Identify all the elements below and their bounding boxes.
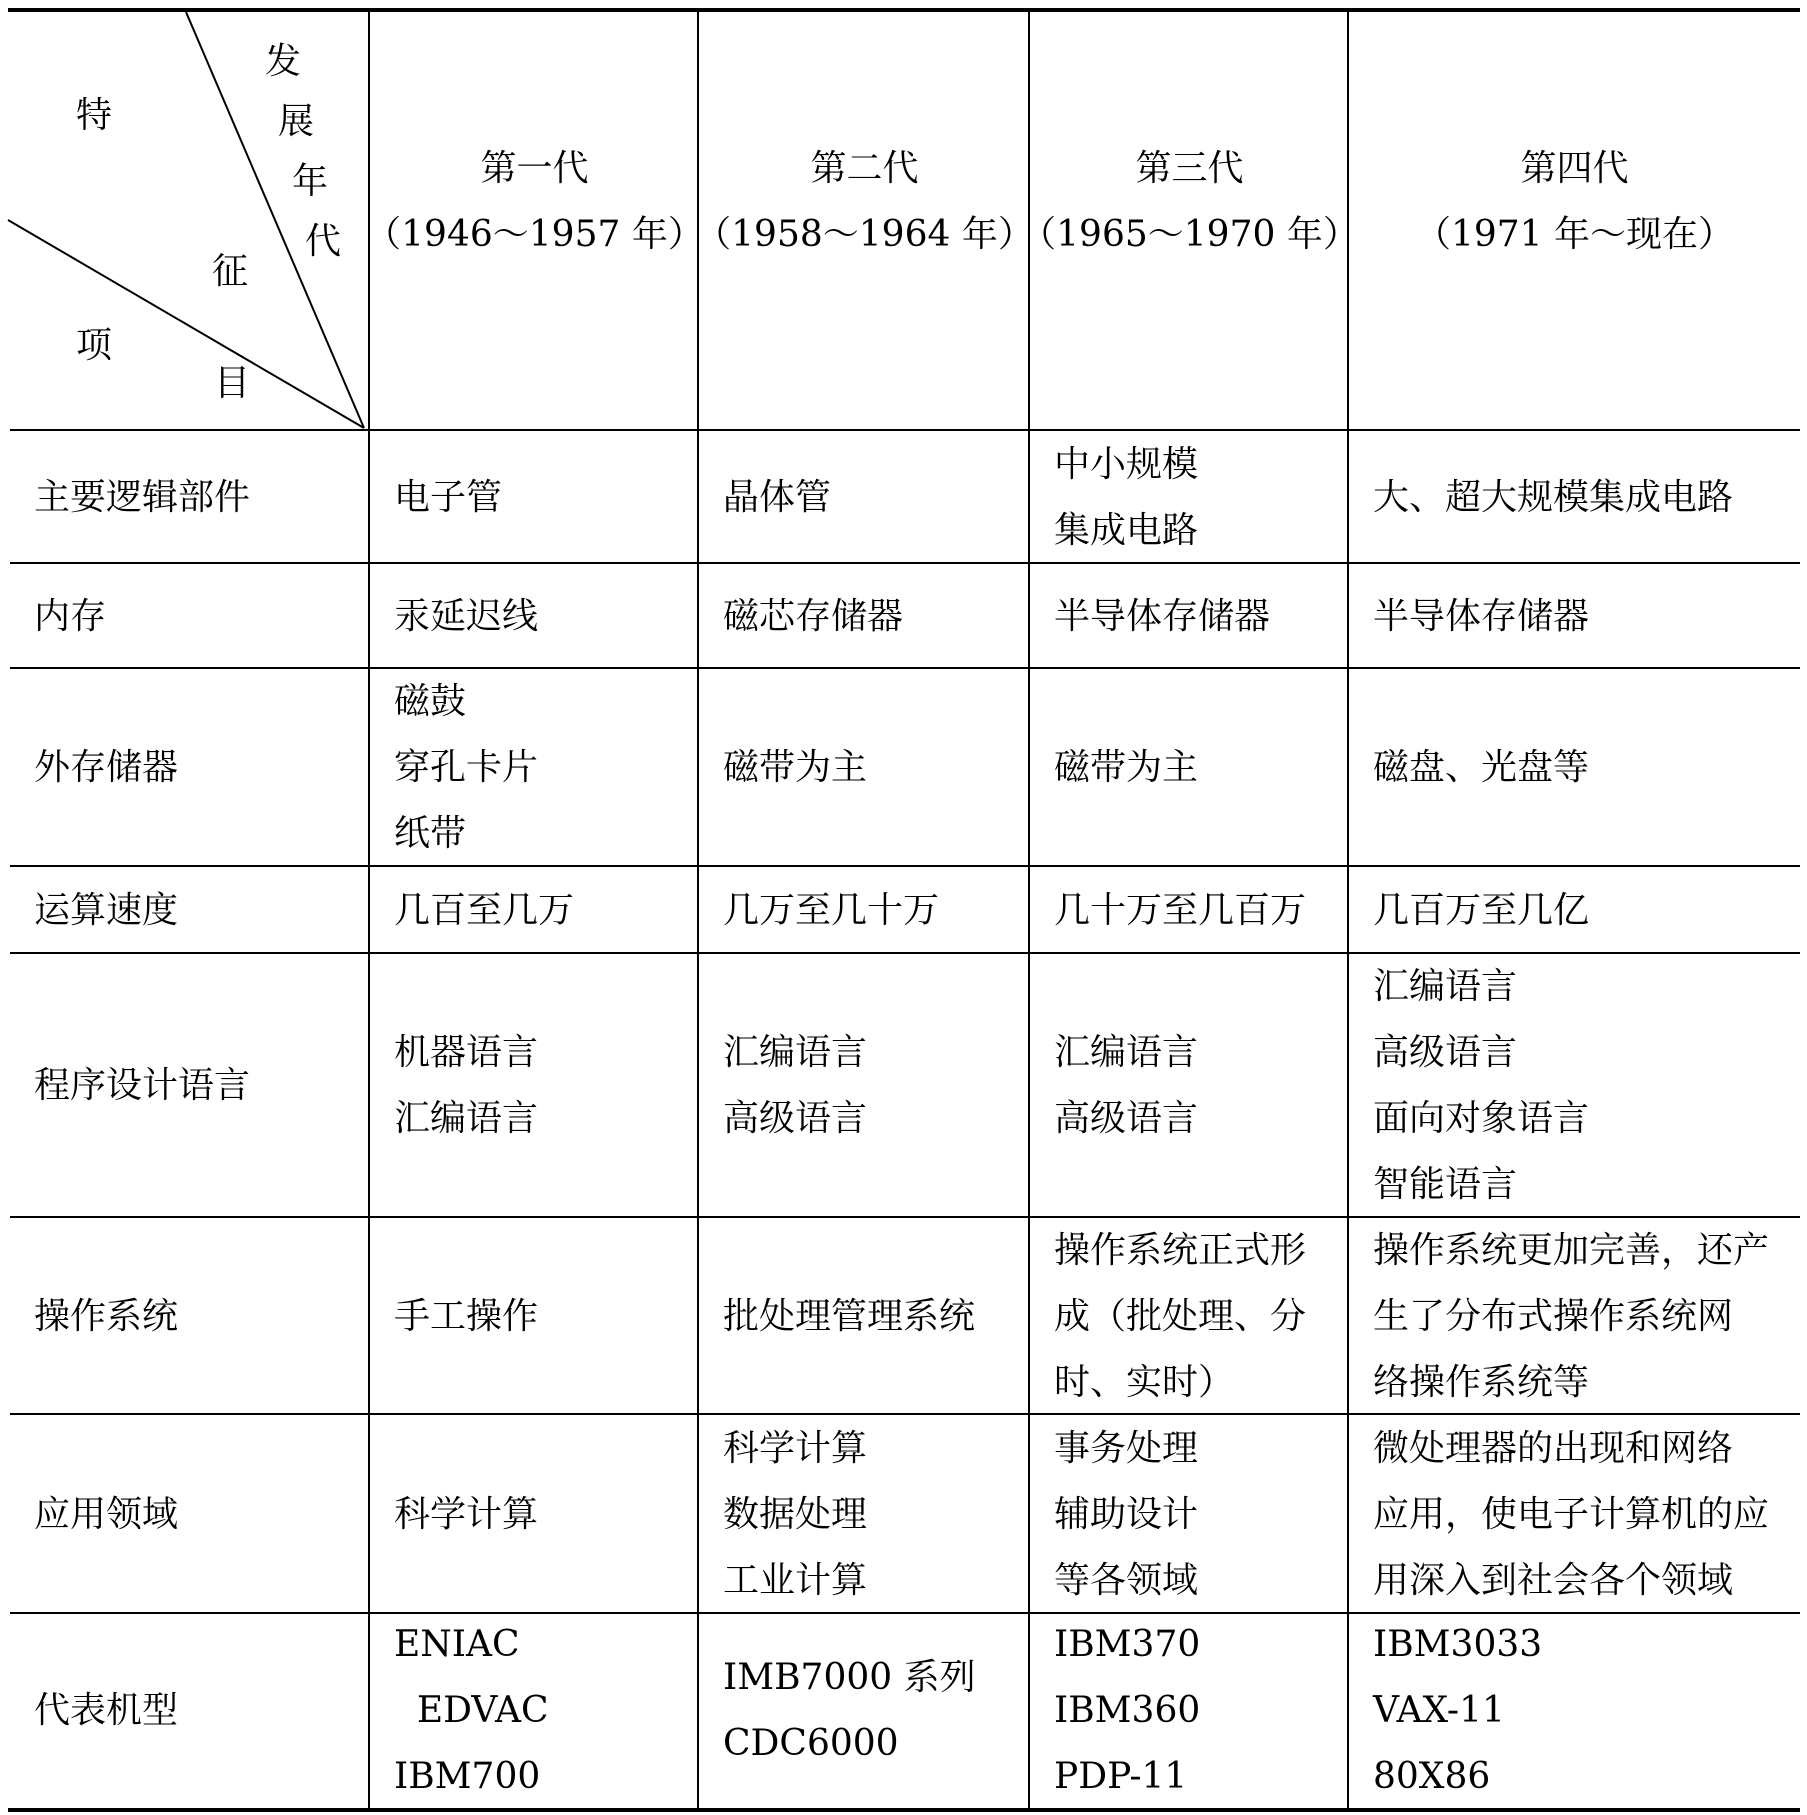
cell-text-line: 事务处理 xyxy=(1054,1427,1199,1469)
cell-text-line: 磁盘、光盘等 xyxy=(1373,747,1590,788)
cell-text-line: 工业计算 xyxy=(723,1559,868,1601)
table-cell xyxy=(1030,954,1349,1218)
table-cell xyxy=(1349,564,1800,669)
cell-text-line: 内存 xyxy=(34,595,107,637)
cell-text-line: 等各领域 xyxy=(1054,1559,1199,1601)
diagonal-header-lines xyxy=(0,0,370,432)
table-cell xyxy=(699,1614,1030,1808)
cell-text-line: 科学计算 xyxy=(723,1427,868,1469)
cell-text-line: 几万至几十万 xyxy=(723,889,940,931)
cell-text-line: 批处理管理系统 xyxy=(723,1295,976,1337)
cell-text-line: 磁带为主 xyxy=(1054,747,1199,788)
cell-text-line: 半导体存储器 xyxy=(1054,595,1271,637)
table-cell xyxy=(370,669,699,867)
table-cell xyxy=(370,1614,699,1808)
cell-text-line: 机器语言 xyxy=(394,1032,539,1073)
cell-text-line: 络操作系统等 xyxy=(1373,1361,1590,1403)
cell-text-line: IBM700 xyxy=(394,1756,541,1797)
table-cell xyxy=(699,669,1030,867)
cell-text-line: 代表机型 xyxy=(34,1690,179,1731)
cell-text-line: 大、超大规模集成电路 xyxy=(1373,476,1734,518)
cell-text-line: 辅助设计 xyxy=(1054,1493,1199,1535)
corner-label-development: 代 xyxy=(305,221,342,262)
cell-text-line: 高级语言 xyxy=(1054,1098,1199,1139)
generation-name: 第三代 xyxy=(1135,147,1244,189)
cell-text-line: 时、实时） xyxy=(1054,1361,1235,1403)
table-cell xyxy=(1030,564,1349,669)
cell-text-line: 汞延迟线 xyxy=(394,595,539,637)
cell-text-line: 高级语言 xyxy=(723,1098,868,1139)
generation-years: （1965～1970 年） xyxy=(1020,213,1359,255)
corner-label-development: 发 xyxy=(265,41,302,82)
cell-text-line: 用深入到社会各个领域 xyxy=(1373,1559,1734,1601)
cell-text-line: CDC6000 xyxy=(723,1723,899,1764)
table-cell xyxy=(699,1415,1030,1614)
cell-text-line: IMB7000 系列 xyxy=(723,1657,976,1698)
table-cell xyxy=(1030,431,1349,564)
cell-text-line: 集成电路 xyxy=(1054,509,1199,551)
corner-label-item: 项 xyxy=(76,325,113,366)
row-label xyxy=(10,1614,370,1808)
row-label xyxy=(10,431,370,564)
table-cell xyxy=(370,1415,699,1614)
row-label xyxy=(10,867,370,954)
row-label xyxy=(10,564,370,669)
cell-text-line: 操作系统 xyxy=(34,1295,179,1337)
cell-text-line: 80X86 xyxy=(1373,1756,1491,1797)
table-cell xyxy=(1349,669,1800,867)
cell-text-line: 穿孔卡片 xyxy=(394,747,539,788)
cell-text-line: 几百至几万 xyxy=(394,889,575,931)
table-cell xyxy=(370,431,699,564)
table-cell xyxy=(1030,1614,1349,1808)
cell-text-line: 应用，使电子计算机的应 xyxy=(1373,1493,1770,1535)
cell-text-line: EDVAC xyxy=(394,1690,549,1731)
table-cell xyxy=(1349,954,1800,1218)
cell-text-line: 成（批处理、分 xyxy=(1054,1295,1307,1337)
table-cell xyxy=(370,564,699,669)
cell-text-line: 操作系统更加完善，还产 xyxy=(1373,1229,1770,1271)
corner-label-feature: 征 xyxy=(212,251,249,292)
cell-text-line: 程序设计语言 xyxy=(34,1065,251,1106)
generation-header xyxy=(365,12,704,391)
cell-text-line: IBM3033 xyxy=(1373,1624,1543,1665)
generation-name: 第一代 xyxy=(480,147,589,189)
cell-text-line: 几百万至几亿 xyxy=(1373,889,1590,931)
table-cell xyxy=(1349,431,1800,564)
cell-text-line: 晶体管 xyxy=(723,476,832,518)
corner-label-feature: 特 xyxy=(76,95,113,136)
cell-text-line: 数据处理 xyxy=(723,1493,868,1535)
corner-label-item: 目 xyxy=(214,363,251,404)
table-cell xyxy=(1030,1415,1349,1614)
generation-header xyxy=(1349,12,1800,391)
table-cell xyxy=(1030,669,1349,867)
table-cell xyxy=(1349,1614,1800,1808)
cell-text-line: 微处理器的出现和网络 xyxy=(1373,1427,1734,1469)
table-cell xyxy=(699,867,1030,954)
row-label xyxy=(10,669,370,867)
cell-text-line: 几十万至几百万 xyxy=(1054,889,1307,931)
cell-text-line: 纸带 xyxy=(394,813,467,854)
row-label xyxy=(10,954,370,1218)
cell-text-line: 汇编语言 xyxy=(1373,966,1518,1007)
cell-text-line: IBM360 xyxy=(1054,1690,1201,1731)
cell-text-line: 科学计算 xyxy=(394,1493,539,1535)
cell-text-line: IBM370 xyxy=(1054,1624,1201,1665)
cell-text-line: 高级语言 xyxy=(1373,1032,1518,1073)
table-cell xyxy=(1030,1218,1349,1415)
cell-text-line: 汇编语言 xyxy=(394,1098,539,1139)
cell-text-line: 中小规模 xyxy=(1054,443,1199,485)
cell-text-line: 外存储器 xyxy=(34,747,179,788)
table-cell xyxy=(699,564,1030,669)
generation-years: （1946～1957 年） xyxy=(365,213,704,255)
cell-text-line: 操作系统正式形 xyxy=(1054,1229,1307,1271)
table-cell xyxy=(370,954,699,1218)
table-cell xyxy=(1349,1415,1800,1614)
cell-text-line: 电子管 xyxy=(394,476,503,518)
table-cell xyxy=(699,954,1030,1218)
cell-text-line: 智能语言 xyxy=(1373,1164,1518,1205)
row-label xyxy=(10,1415,370,1614)
generation-header xyxy=(695,12,1034,391)
cell-text-line: 半导体存储器 xyxy=(1373,595,1590,637)
generation-name: 第二代 xyxy=(810,147,919,189)
table-cell xyxy=(699,431,1030,564)
table-cell xyxy=(370,867,699,954)
generation-name: 第四代 xyxy=(1520,147,1629,189)
table-cell xyxy=(370,1218,699,1415)
cell-text-line: 应用领域 xyxy=(34,1493,179,1535)
cell-text-line: VAX-11 xyxy=(1373,1690,1505,1731)
cell-text-line: 汇编语言 xyxy=(1054,1032,1199,1073)
row-label xyxy=(10,1218,370,1415)
cell-text-line: 手工操作 xyxy=(394,1295,539,1337)
cell-text-line: 磁带为主 xyxy=(723,747,868,788)
generation-years: （1958～1964 年） xyxy=(695,213,1034,255)
table-cell xyxy=(699,1218,1030,1415)
generation-header xyxy=(1020,12,1359,391)
cell-text-line: 汇编语言 xyxy=(723,1032,868,1073)
corner-label-development: 展 xyxy=(278,101,315,142)
cell-text-line: 主要逻辑部件 xyxy=(34,476,251,518)
table-cell xyxy=(1349,1218,1800,1415)
table-cell xyxy=(1030,867,1349,954)
table-cell xyxy=(1349,867,1800,954)
cell-text-line: PDP-11 xyxy=(1054,1756,1188,1797)
generation-years: （1971 年～现在） xyxy=(1414,213,1735,255)
cell-text-line: 磁芯存储器 xyxy=(723,595,904,637)
corner-label-development: 年 xyxy=(292,161,329,202)
cell-text-line: ENIAC xyxy=(394,1624,520,1665)
cell-text-line: 运算速度 xyxy=(34,889,179,931)
cell-text-line: 磁鼓 xyxy=(394,681,467,722)
cell-text-line: 面向对象语言 xyxy=(1373,1098,1590,1139)
cell-text-line: 生了分布式操作系统网 xyxy=(1373,1295,1734,1337)
